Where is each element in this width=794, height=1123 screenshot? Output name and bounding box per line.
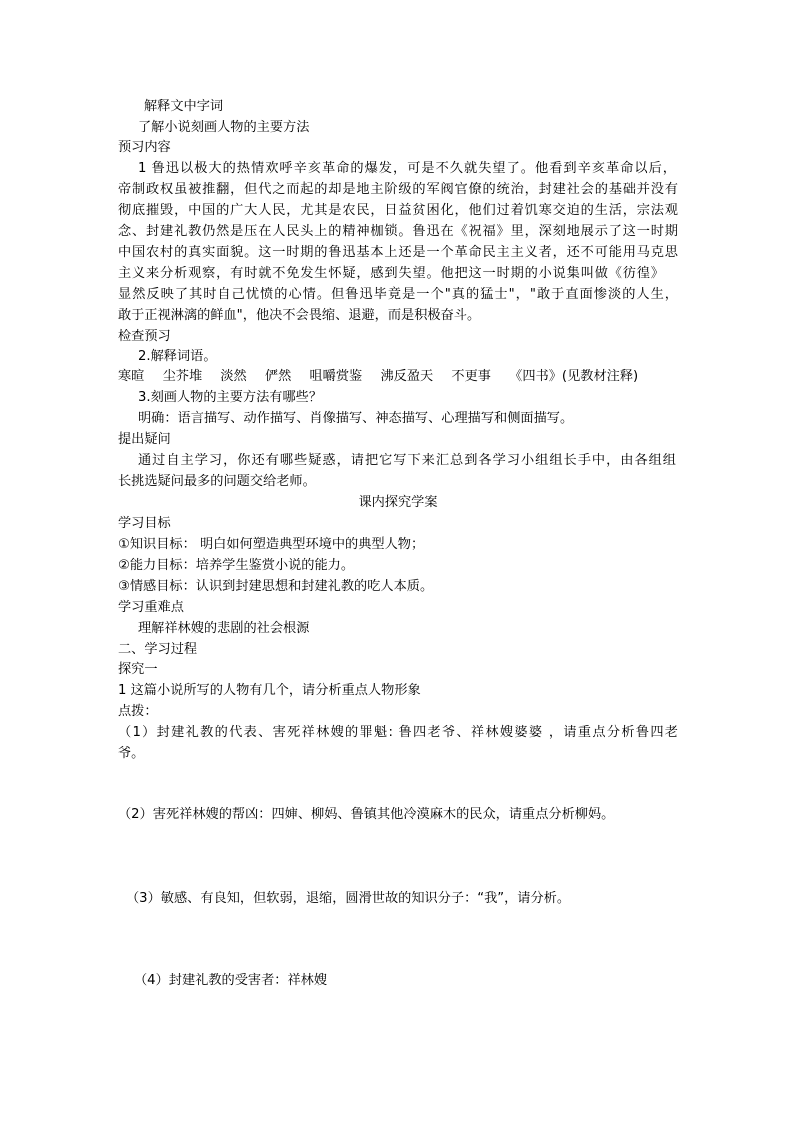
preview-heading: 预习内容 xyxy=(118,140,171,155)
objective-2: 了解小说刻画人物的主要方法 xyxy=(138,120,310,135)
check-question-3: 3.刻画人物的主要方法有哪些？ xyxy=(138,390,323,405)
vocab-term: 尘芥堆 xyxy=(162,369,203,384)
vocab-term: 淡然 xyxy=(220,369,247,384)
questions-heading: 提出疑问 xyxy=(118,432,171,447)
goals-heading: 学习目标 xyxy=(118,516,171,531)
preview-para-line: 显然反映了其时自己忧愤的心情。但鲁迅毕竟是一个"真的猛士"，"敢于直面惨淡的人生， xyxy=(118,287,678,302)
analysis-item-4: （4）封建礼教的受害者：祥林嫂 xyxy=(134,973,328,988)
explore-heading: 探究一 xyxy=(118,662,158,677)
vocab-term: 俨然 xyxy=(264,369,292,384)
preview-para-line: 主义来分析观察，有时就不免发生怀疑，感到失望。他把这一时期的小说集叫做《彷徨》 xyxy=(118,266,664,281)
preview-para-line: 中国农村的真实面貌。这一时期的鲁迅基本上还是一个革命民主主义者，还不可能用马克思 xyxy=(118,245,678,260)
check-question-2: 2.解释词语。 xyxy=(138,349,217,364)
questions-line: 通过自主学习，你还有哪些疑惑，请把它写下来汇总到各学习小组组长手中，由各组组 xyxy=(138,453,676,468)
explore-question: 1 这篇小说所写的人物有几个，请分析重点人物形象 xyxy=(118,683,421,698)
vocab-term: 咀嚼赏鉴 xyxy=(309,369,363,384)
preview-para-line: 帝制政权虽被推翻，但代之而起的却是地主阶级的军阀官僚的统治，封建社会的基础并没有 xyxy=(118,182,678,197)
hint-label: 点拨： xyxy=(118,704,158,719)
goal-ability: ②能力目标：培养学生鉴赏小说的能力。 xyxy=(118,558,355,573)
preview-para-line: 彻底摧毁，中国的广大人民，尤其是农民，日益贫困化，他们过着饥寒交迫的生活，宗法观 xyxy=(118,203,678,218)
preview-para-line: 念、封建礼教仍然是压在人民头上的精神枷锁。鲁迅在《祝福》里，深刻地展示了这一时期 xyxy=(118,224,678,239)
goal-emotion: ③情感目标：认识到封建思想和封建礼教的吃人本质。 xyxy=(118,579,434,594)
analysis-item-2: （2）害死祥林嫂的帮凶：四婶、柳妈、鲁镇其他冷漠麻木的民众，请重点分析柳妈。 xyxy=(118,807,615,822)
vocab-term: 《四书》(见教材注释) xyxy=(509,369,639,384)
goal-knowledge: ①知识目标： 明白如何塑造典型环境中的典型人物； xyxy=(118,537,425,552)
process-heading: 二、学习过程 xyxy=(118,642,198,657)
section-title: 课内探究学案 xyxy=(358,495,438,510)
check-heading: 检查预习 xyxy=(118,329,171,344)
key-points-heading: 学习重难点 xyxy=(118,600,184,615)
vocab-term: 沸反盈天 xyxy=(380,369,434,384)
questions-line: 长挑选疑问最多的问题交给老师。 xyxy=(118,474,316,489)
analysis-item-3: （3）敏感、有良知，但软弱，退缩，圆滑世故的知识分子：“我”，请分析。 xyxy=(126,891,571,906)
vocab-term: 寒暄 xyxy=(118,369,145,384)
analysis-item-1: （1）封建礼教的代表、害死祥林嫂的罪魁: 鲁四老爷、祥林嫂婆婆 ，请重点分析鲁四老 xyxy=(118,725,678,740)
objective-1: 解释文中字词 xyxy=(144,99,224,114)
preview-para-line: 1 鲁迅以极大的热情欢呼辛亥革命的爆发，可是不久就失望了。他看到辛亥革命以后， xyxy=(138,161,676,176)
analysis-item-1-cont: 爷。 xyxy=(118,746,145,761)
check-answer: 明确：语言描写、动作描写、肖像描写、神态描写、心理描写和侧面描写。 xyxy=(138,411,574,426)
preview-para-line: 敢于正视淋漓的鲜血"，他决不会畏缩、退避，而是积极奋斗。 xyxy=(118,308,481,323)
vocab-term: 不更事 xyxy=(451,369,491,384)
key-points-text: 理解祥林嫂的悲剧的社会根源 xyxy=(138,621,310,636)
vocab-terms-row xyxy=(118,366,652,387)
